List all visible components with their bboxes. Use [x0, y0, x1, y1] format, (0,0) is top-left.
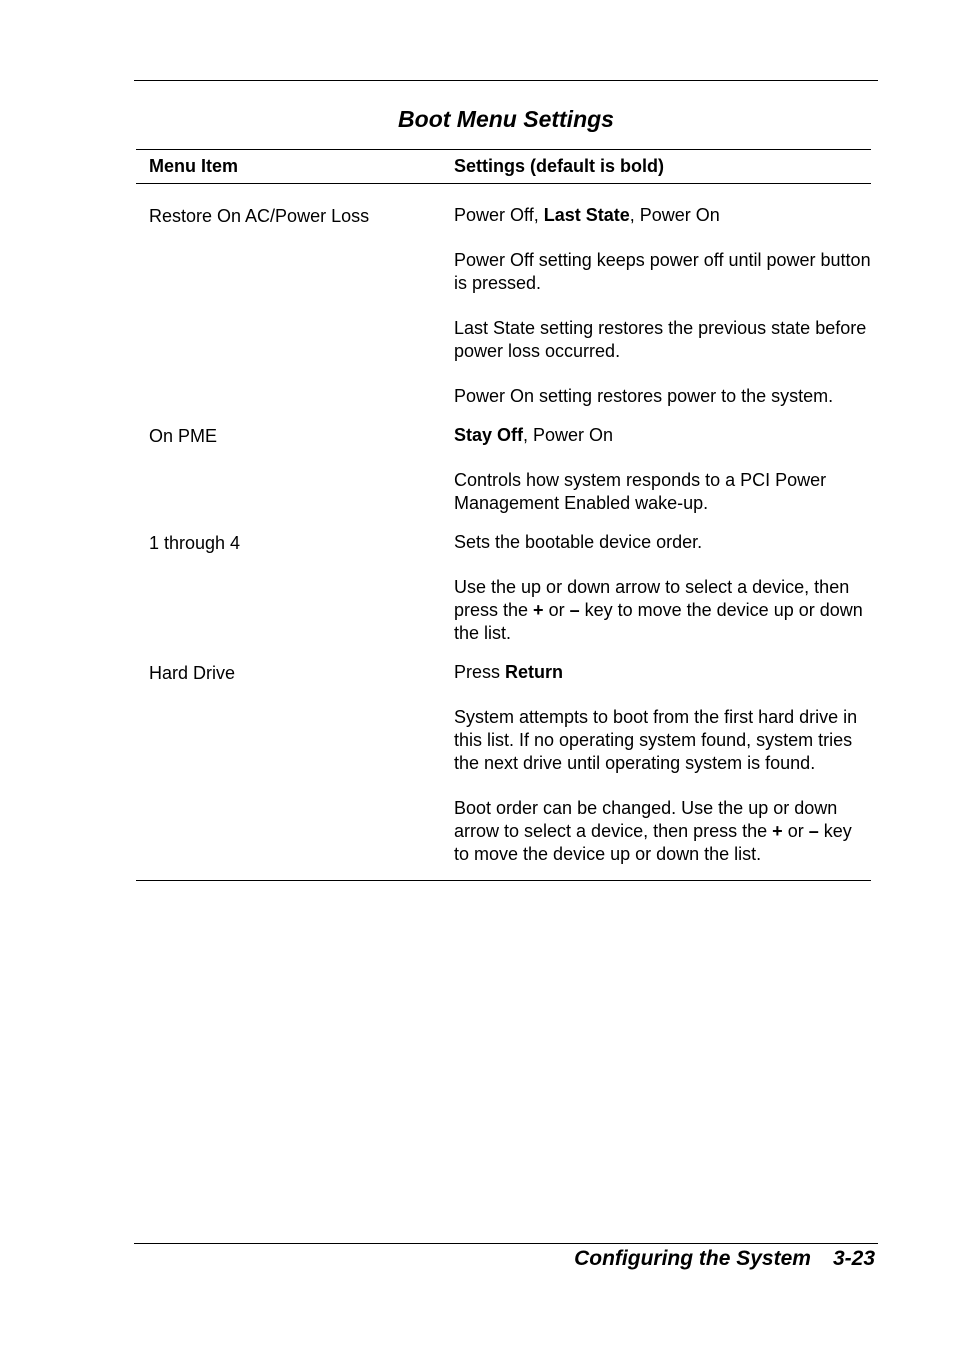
menu-item-cell: On PME [149, 426, 218, 446]
settings-paragraph [454, 469, 871, 515]
menu-item-cell: 1 through 4 [149, 533, 241, 553]
text-run: Press [454, 662, 506, 682]
text-run: Boot order can be changed. Use the up or down arrow to select a device, then press the [454, 798, 838, 841]
settings-paragraph [454, 531, 871, 554]
text-run: Power Off setting keeps power off until power button is pressed. [454, 250, 871, 293]
table-body [136, 184, 871, 881]
settings-paragraph [454, 204, 871, 227]
footer-rule [134, 1243, 878, 1244]
settings-cell [454, 424, 871, 531]
text-run: or [782, 821, 809, 841]
settings-paragraph [454, 706, 871, 775]
table-row [136, 531, 871, 661]
settings-paragraph [454, 424, 871, 447]
top-rule [134, 80, 878, 81]
text-run: Controls how system responds to a PCI Power Management Enabled wake-up. [454, 470, 827, 513]
bold-text: Stay Off [454, 425, 524, 445]
text-run: key to move the device up or down the list. [454, 600, 863, 643]
table-header [136, 149, 871, 184]
text-run: , Power On [629, 205, 720, 225]
settings-cell [454, 204, 871, 424]
settings-paragraph [454, 385, 871, 408]
text-run: or [543, 600, 570, 620]
text-run: key to move the device up or down the list. [454, 821, 852, 864]
bold-text: – [569, 600, 580, 620]
settings-paragraph [454, 797, 871, 866]
header-settings: Settings (default is bold) [454, 156, 664, 176]
table-title: Boot Menu Settings [398, 106, 614, 132]
text-run: Power Off, [454, 205, 544, 225]
bold-text: + [772, 821, 783, 841]
text-run: Last State setting restores the previous state before power loss occurred. [454, 318, 867, 361]
settings-paragraph [454, 661, 871, 684]
footer-section: Configuring the System [574, 1247, 811, 1270]
bold-text: Last State [543, 205, 630, 225]
settings-paragraph [454, 576, 871, 645]
table-row [136, 661, 871, 866]
text-run: Power On setting restores power to the system. [454, 386, 834, 406]
table-row [136, 424, 871, 531]
table-row [136, 204, 871, 424]
page-footer [574, 1247, 875, 1271]
bold-text: + [533, 600, 544, 620]
text-run: Sets the bootable device order. [454, 532, 703, 552]
bold-text: – [808, 821, 819, 841]
header-menu-item: Menu Item [149, 156, 239, 176]
text-run: Use the up or down arrow to select a device, then press the [454, 577, 850, 620]
settings-cell [454, 531, 871, 661]
menu-item-cell: Restore On AC/Power Loss [149, 206, 370, 226]
settings-paragraph [454, 317, 871, 363]
bold-text: Return [505, 662, 564, 682]
text-run: , Power On [523, 425, 614, 445]
settings-paragraph [454, 249, 871, 295]
page-number: 3-23 [832, 1247, 875, 1270]
boot-menu-table [136, 149, 871, 881]
text-run: System attempts to boot from the first hard drive in this list. If no operating system found, system tries the next drive until operating system is found. [454, 707, 858, 773]
menu-item-cell: Hard Drive [149, 663, 236, 683]
settings-cell [454, 661, 871, 866]
